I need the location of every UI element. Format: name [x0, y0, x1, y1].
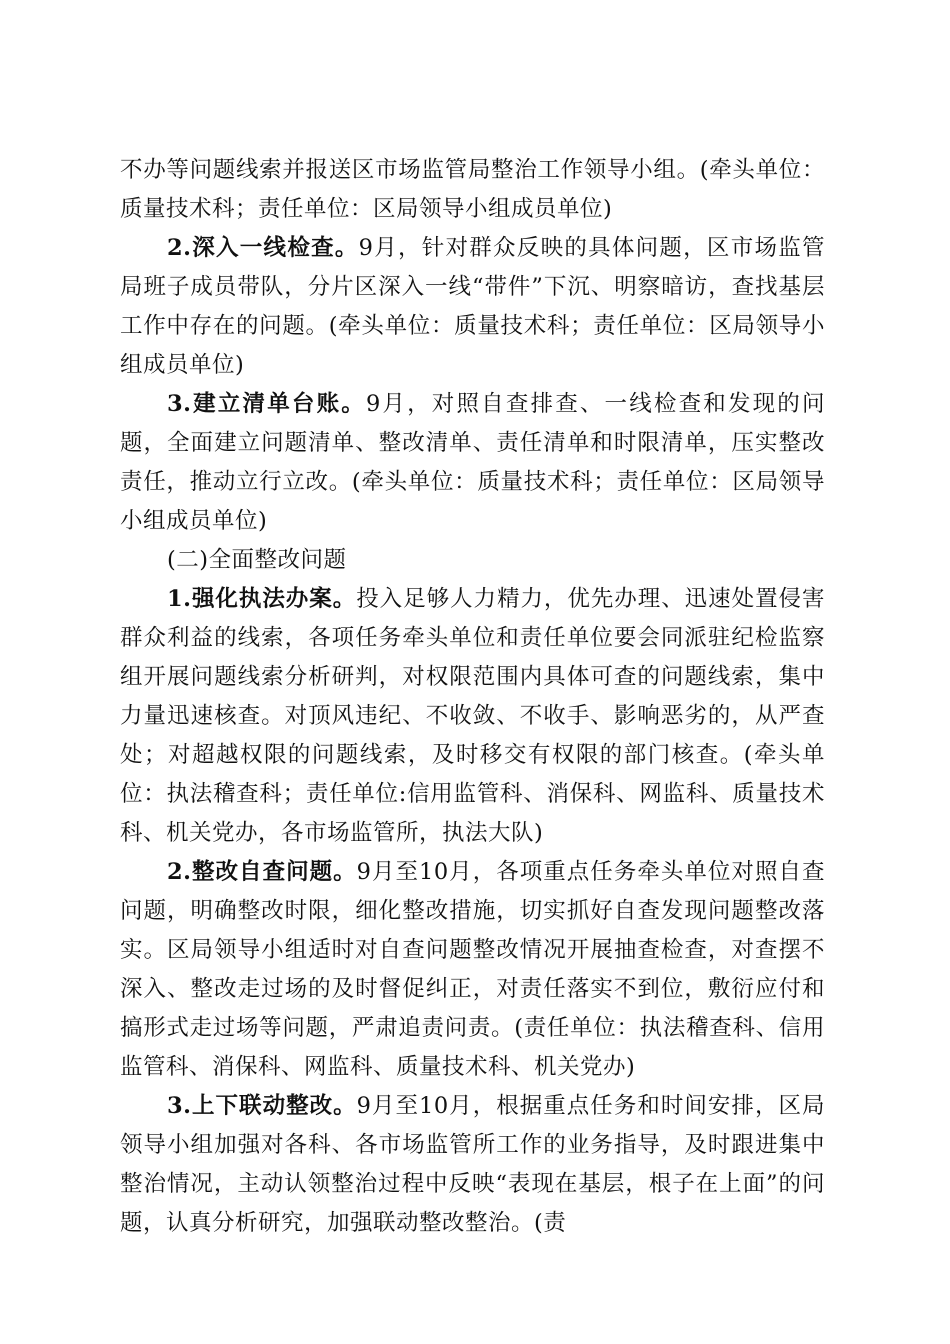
paragraph-text: 9月至10月，各项重点任务牵头单位对照自查问题，明确整改时限，细化整改措施，切实抓好自查发现问题整改落实。区局领导小组适时对自查问题整改情况开展抽查检查，对查摆不深入、整改走过场的及时督促纠正，对责任落实不到位，敷衍应付和搞形式走过场等问题，严肃追责问责。(责任单位：执法稽查科、信用监管科、消保科、网监科、质量技术科、机关党办) [120, 859, 825, 1080]
paragraph-self-check-rectification [120, 853, 825, 1087]
paragraph-heading: 3.上下联动整改。 [167, 1093, 357, 1119]
paragraph-linked-rectification [120, 1087, 825, 1243]
paragraph-law-enforcement [120, 580, 825, 853]
paragraph-text: 9月至10月，根据重点任务和时间安排，区局领导小组加强对各科、各市场监管所工作的业务指导，及时跟进集中整治情况，主动认领整治过程中反映“表现在基层，根子在上面”的问题，认真分析研究，加强联动整改整治。(责 [120, 1093, 825, 1236]
section-heading [120, 541, 825, 580]
paragraph-heading: 2.深入一线检查。 [167, 235, 359, 261]
paragraph-text: 9月，针对群众反映的具体问题，区市场监管局班子成员带队，分片区深入一线“带件”下沉、明察暗访，查找基层工作中存在的问题。(牵头单位：质量技术科；责任单位：区局领导小组成员单位) [120, 235, 825, 378]
paragraph-heading: 2.整改自查问题。 [167, 859, 357, 885]
document-body [120, 151, 825, 1243]
paragraph-heading: 1.强化执法办案。 [167, 586, 357, 612]
paragraph-deep-inspection [120, 229, 825, 385]
section-heading-text: (二)全面整改问题 [167, 547, 347, 573]
paragraph-text: 9月，对照自查排查、一线检查和发现的问题，全面建立问题清单、整改清单、责任清单和时限清单，压实整改责任，推动立行立改。(牵头单位：质量技术科；责任单位：区局领导小组成员单位) [120, 391, 825, 534]
paragraph-text: 不办等问题线索并报送区市场监管局整治工作领导小组。(牵头单位：质量技术科；责任单位：区局领导小组成员单位) [120, 157, 825, 222]
paragraph-establish-ledger [120, 385, 825, 541]
paragraph-heading: 3.建立清单台账。 [167, 391, 366, 417]
paragraph-continuation [120, 151, 825, 229]
paragraph-text: 投入足够人力精力，优先办理、迅速处置侵害群众利益的线索，各项任务牵头单位和责任单位要会同派驻纪检监察组开展问题线索分析研判，对权限范围内具体可查的问题线索，集中力量迅速核查。对顶风违纪、不收敛、不收手、影响恶劣的，从严查处；对超越权限的问题线索，及时移交有权限的部门核查。(牵头单位：执法稽查科；责任单位:信用监管科、消保科、网监科、质量技术科、机关党办，各市场监管所，执法大队) [120, 586, 825, 846]
